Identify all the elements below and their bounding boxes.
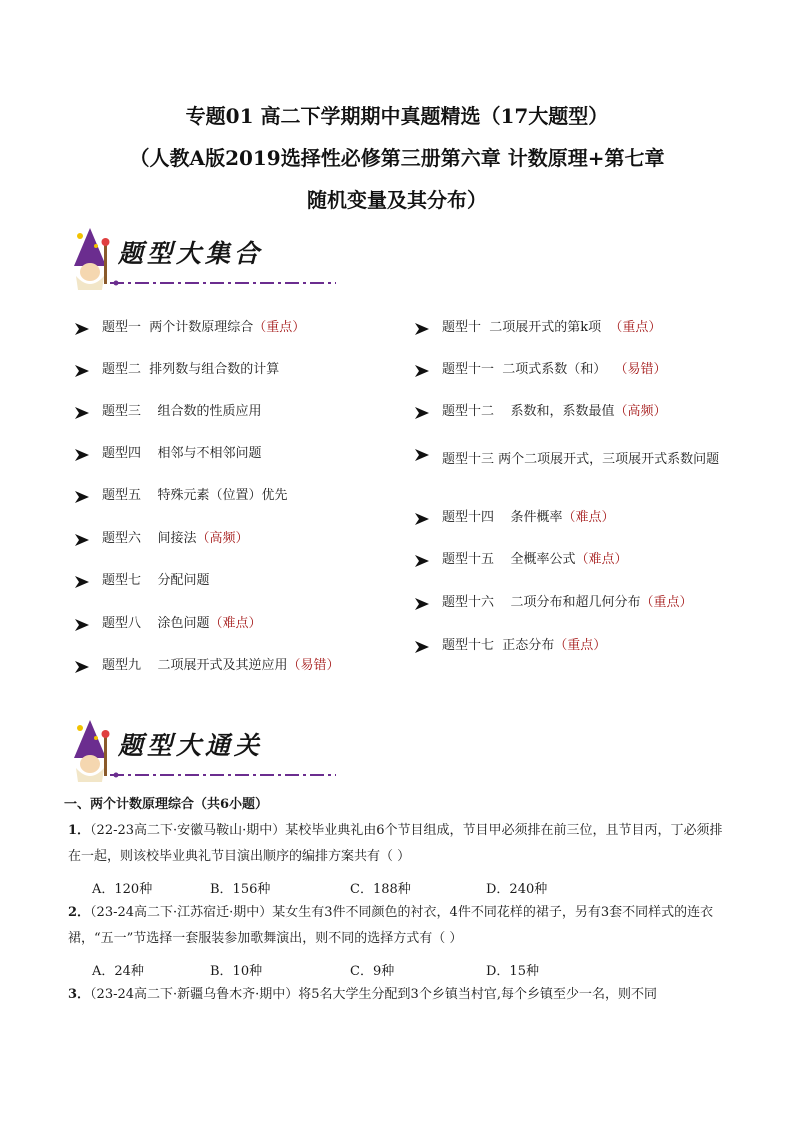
toc-item <box>414 593 772 613</box>
page-title-line1: 专题01 高二下学期期中真题精选（17大题型） <box>185 104 609 128</box>
question-number: 3． <box>68 987 91 1002</box>
toc-item-label: 题型二 排列数与组合数的计算 <box>102 362 280 377</box>
toc-item-tag: （难点） <box>209 616 262 631</box>
toc-item-label: 题型四 相邻与不相邻问题 <box>102 446 262 461</box>
toc-item <box>74 656 422 676</box>
arrow-bullet-icon <box>414 553 430 569</box>
toc-item <box>74 402 422 422</box>
toc-item <box>414 444 772 476</box>
toc-item <box>74 571 422 591</box>
arrow-bullet-icon <box>74 405 90 421</box>
toc-item <box>74 529 422 549</box>
question-text: （22-23高二下·安徽马鞍山·期中）某校毕业典礼由6个节目组成，节目甲必须排在前三位，且节目丙，丁必须排在一起，则该校毕业典礼节目演出顺序的编排方案共有（ ） <box>68 823 723 864</box>
toc-item-tag: （难点） <box>575 552 628 567</box>
banner-practice <box>60 716 300 788</box>
toc-item-tag: （重点） <box>554 638 607 653</box>
toc-item <box>414 550 772 570</box>
banner-question-types <box>60 224 300 296</box>
toc-item-label: 题型十六 二项分布和超几何分布 <box>442 595 641 610</box>
toc-item-label: 题型十三 两个二项展开式，三项展开式系数问题 <box>442 452 720 467</box>
toc-item-tag: （高频） <box>196 531 249 546</box>
question-text: （23-24高二下·新疆乌鲁木齐·期中）将5名大学生分配到3个乡镇当村官,每个乡镇至少一名，则不同 <box>90 987 657 1002</box>
toc-item-label: 题型十四 条件概率 <box>442 510 563 525</box>
arrow-bullet-icon <box>74 321 90 337</box>
arrow-bullet-icon <box>74 489 90 505</box>
question-text: （23-24高二下·江苏宿迁·期中）某女生有3件不同颜色的衬衣，4件不同花样的裙子，另有3套不同样式的连衣裙，“五一”节选择一套服装参加歌舞演出，则不同的选择方式有（ ） <box>68 905 714 946</box>
question-2 <box>68 900 728 952</box>
toc-item-tag: （易错） <box>614 362 667 377</box>
arrow-bullet-icon <box>414 596 430 612</box>
option-d: D．15种 <box>486 964 539 979</box>
arrow-bullet-icon <box>74 617 90 633</box>
option-a: A．120种 <box>92 882 153 897</box>
banner-underline <box>110 770 336 780</box>
arrow-bullet-icon <box>414 639 430 655</box>
arrow-bullet-icon <box>74 363 90 379</box>
arrow-bullet-icon <box>74 659 90 675</box>
toc-item <box>414 636 772 656</box>
banner-title: 题型大通关 <box>118 731 264 760</box>
wizard-icon <box>66 718 116 784</box>
option-c: C．9种 <box>350 964 395 979</box>
toc-item <box>74 318 422 338</box>
question-number: 2． <box>68 905 91 920</box>
option-b: B．10种 <box>210 964 263 979</box>
toc-item-label: 题型十七 正态分布 <box>442 638 555 653</box>
toc-item <box>74 614 422 634</box>
arrow-bullet-icon <box>414 447 430 463</box>
toc-item-label: 题型九 二项展开式及其逆应用 <box>102 658 288 673</box>
toc-item-tag: （难点） <box>562 510 615 525</box>
question-3 <box>68 982 728 1008</box>
wizard-icon <box>66 226 116 292</box>
toc-item-tag: （易错） <box>287 658 340 673</box>
arrow-bullet-icon <box>414 321 430 337</box>
toc-item-label: 题型一 两个计数原理综合 <box>102 320 254 335</box>
option-d: D．240种 <box>486 882 548 897</box>
banner-underline <box>110 278 336 288</box>
banner-title: 题型大集合 <box>118 239 264 268</box>
toc-item <box>414 508 772 528</box>
option-a: A．24种 <box>92 964 144 979</box>
toc-item-label: 题型三 组合数的性质应用 <box>102 404 262 419</box>
toc-item-tag: （重点） <box>609 320 662 335</box>
question-1 <box>68 818 728 870</box>
toc-item-label: 题型八 涂色问题 <box>102 616 210 631</box>
arrow-bullet-icon <box>74 447 90 463</box>
toc-item-label: 题型十五 全概率公式 <box>442 552 576 567</box>
toc-item <box>74 486 422 506</box>
arrow-bullet-icon <box>74 574 90 590</box>
arrow-bullet-icon <box>414 511 430 527</box>
toc-item-label: 题型七 分配问题 <box>102 573 210 588</box>
option-b: B．156种 <box>210 882 271 897</box>
toc-item <box>414 402 772 422</box>
option-c: C．188种 <box>350 882 411 897</box>
toc-item-tag: （重点） <box>253 320 306 335</box>
toc-item <box>414 360 772 380</box>
question-number: 1． <box>68 823 91 838</box>
toc-item-label: 题型十一 二项式系数（和） <box>442 362 615 377</box>
toc-item-label: 题型五 特殊元素（位置）优先 <box>102 488 288 503</box>
toc-item-label: 题型十 二项展开式的第k项 <box>442 320 610 335</box>
toc-item <box>74 444 422 464</box>
page-title-line2: （人教A版2019选择性必修第三册第六章 计数原理+第七章 <box>129 146 665 170</box>
arrow-bullet-icon <box>414 363 430 379</box>
toc-item-label: 题型六 间接法 <box>102 531 197 546</box>
toc-item-tag: （重点） <box>640 595 693 610</box>
arrow-bullet-icon <box>414 405 430 421</box>
section-heading: 一、两个计数原理综合（共6小题） <box>64 797 269 812</box>
toc-item-tag: （高频） <box>614 404 667 419</box>
toc-item <box>414 318 772 338</box>
toc-item <box>74 360 422 380</box>
toc-item-label: 题型十二 系数和，系数最值 <box>442 404 615 419</box>
page-title-line3: 随机变量及其分布） <box>307 188 487 212</box>
arrow-bullet-icon <box>74 532 90 548</box>
